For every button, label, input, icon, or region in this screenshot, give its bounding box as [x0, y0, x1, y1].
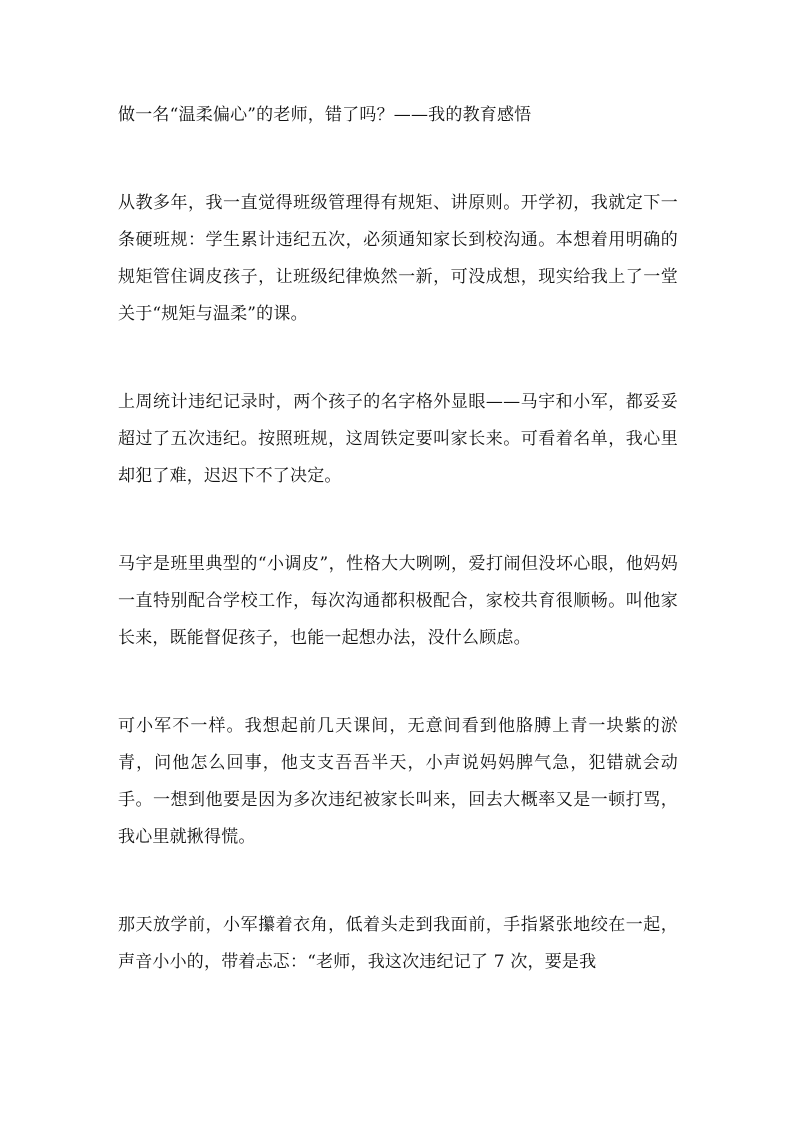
paragraph-3: 马宇是班里典型的“小调皮”，性格大大咧咧，爱打闹但没坏心眼，他妈妈一直特别配合学校工作，每次沟通都积极配合，家校共育很顺畅。叫他家长来，既能督促孩子，也能一起想办法，没什么顾虑。 — [118, 554, 678, 648]
paragraph-2: 上周统计违纪记录时，两个孩子的名字格外显眼——马宇和小军，都妥妥超过了五次违纪。按照班规，这周铁定要叫家长来。可看着名单，我心里却犯了难，迟迟下不了决定。 — [118, 392, 678, 486]
document-title: 做一名“温柔偏心”的老师，错了吗？——我的教育感悟 — [118, 105, 532, 125]
paragraph-5: 那天放学前，小军攥着衣角，低着头走到我面前，手指紧张地绞在一起，声音小小的，带着忐忑：“老师，我这次违纪记了 7 次，要是我 — [118, 915, 678, 972]
document-body — [118, 97, 678, 981]
paragraph-1: 从教多年，我一直觉得班级管理得有规矩、讲原则。开学初，我就定下一条硬班规：学生累计违纪五次，必须通知家长到校沟通。本想着用明确的规矩管住调皮孩子，让班级纪律焕然一新，可没成想，现实给我上了一堂关于“规矩与温柔”的课。 — [118, 193, 678, 324]
paragraph-4: 可小军不一样。我想起前几天课间，无意间看到他胳膊上青一块紫的淤青，问他怎么回事，他支支吾吾半天，小声说妈妈脾气急，犯错就会动手。一想到他要是因为多次违纪被家长叫来，回去大概率又是一顿打骂，我心里就揪得慌。 — [118, 716, 678, 847]
